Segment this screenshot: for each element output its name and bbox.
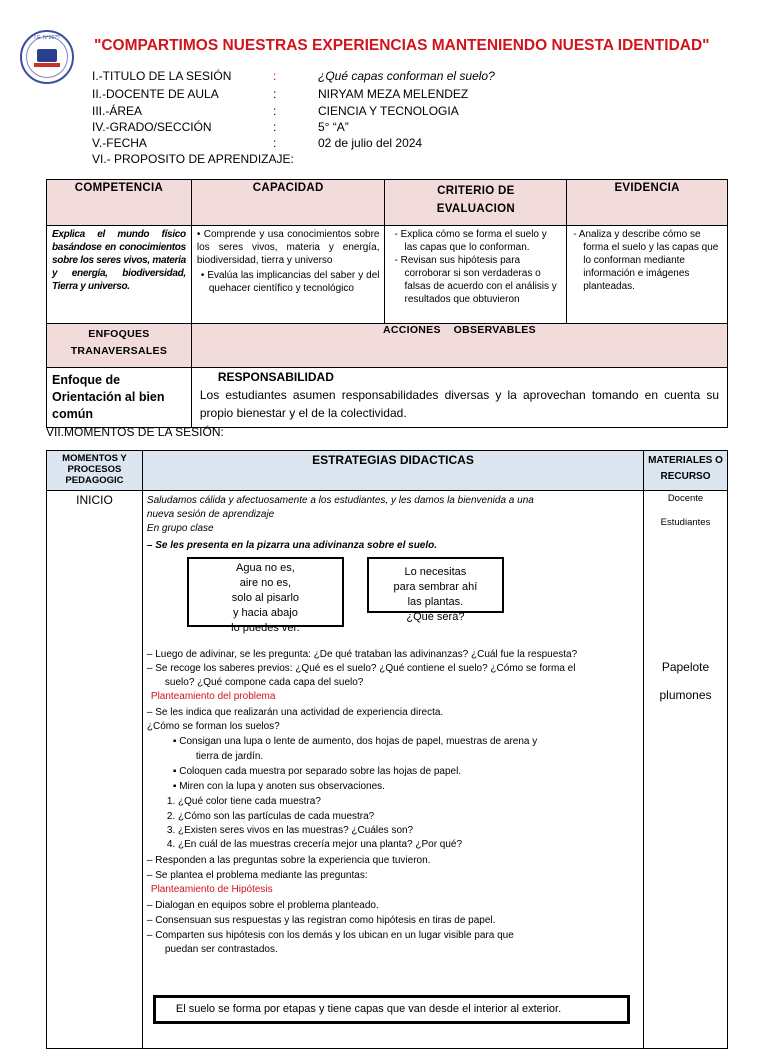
material-item: plumones <box>659 688 712 702</box>
strategy-line: – Dialogan en equipos sobre el problema planteado. <box>146 900 379 911</box>
strategy-line: suelo? ¿Qué compone cada capa del suelo? <box>164 677 364 688</box>
info-label-docente: II.-DOCENTE DE AULA <box>92 87 219 101</box>
moment-cell: INICIO <box>47 491 143 1049</box>
info-label-area: III.-ÁREA <box>92 104 143 118</box>
info-colon-grado: : <box>273 120 277 134</box>
riddle-line: lo puedes ver. <box>231 622 300 634</box>
material-item: Estudiantes <box>660 517 711 528</box>
enfoque-cell: Enfoque de Orientación al bien común <box>47 368 192 428</box>
header-estrategias: ESTRATEGIAS DIDACTICAS <box>142 451 643 491</box>
capacidad-item: • Comprende y usa conocimientos sobre los seres vivos, materia y energía, biodiversidad, tierra y universo <box>196 229 380 266</box>
page-title: "COMPARTIMOS NUESTRAS EXPERIENCIAS MANTENIENDO NUESTA IDENTIDAD" <box>94 37 710 54</box>
info-label-grado: IV.-GRADO/SECCIÓN <box>92 120 212 134</box>
evidencia-cell: - Analiza y describe cómo se forma el suelo y las capas que lo conforman mediante información e imágenes planteadas. <box>567 226 728 324</box>
section-heading: Planteamiento de Hipótesis <box>150 884 273 895</box>
strategy-line: 4. ¿En cuál de las muestras crecería mejor una planta? ¿Por qué? <box>166 839 463 850</box>
moments-title: VII.MOMENTOS DE LA SESIÓN: <box>46 425 224 439</box>
criterio-item: - Revisan sus hipótesis para corroborar si son verdaderas o falsas de acuerdo con el análisis y resultados que obtuvieron <box>394 255 557 305</box>
header-criterio-text: CRITERIO DE EVALUACION <box>436 185 515 215</box>
strategy-line: 3. ¿Existen seres vivos en las muestras? ¿Cuáles son? <box>166 825 414 836</box>
info-value-docente: NIRYAM MEZA MELENDEZ <box>318 87 469 101</box>
info-label-proposito: VI.- PROPOSITO DE APRENDIZAJE: <box>92 152 294 166</box>
strategy-line: – Luego de adivinar, se les pregunta: ¿De qué trataban las adivinanzas? ¿Cuál fue la respuesta? <box>146 649 578 660</box>
info-label-title: I.-TITULO DE LA SESIÓN <box>92 69 232 83</box>
strategy-line: En grupo clase <box>146 523 214 534</box>
materials-cell <box>644 491 728 1049</box>
header-evidencia: EVIDENCIA <box>567 180 728 226</box>
riddle-line: aire no es, <box>239 577 292 589</box>
strategy-line: nueva sesión de aprendizaje <box>146 509 275 520</box>
material-item: Docente <box>667 493 704 504</box>
riddle-box-2 <box>367 557 504 623</box>
strategy-line: – Se les indica que realizarán una actividad de experiencia directa. <box>146 707 444 718</box>
strategy-line: 2. ¿Cómo son las partículas de cada muestra? <box>166 811 375 822</box>
strategy-line: ▪ Consigan una lupa o lente de aumento, dos hojas de papel, muestras de arena y <box>172 736 538 747</box>
riddle-line: y hacia abajo <box>232 607 298 619</box>
header-enfoques-text: ENFOQUES TRANAVERSALES <box>70 328 168 357</box>
section-heading: Planteamiento del problema <box>150 691 276 702</box>
criterio-cell <box>385 226 567 324</box>
accion-title: RESPONSABILIDAD <box>217 370 334 384</box>
strategy-line: 1. ¿Qué color tiene cada muestra? <box>166 796 321 807</box>
strategy-line: ▪ Miren con la lupa y anoten sus observaciones. <box>172 781 385 792</box>
info-value-area: CIENCIA Y TECNOLOGIA <box>318 104 459 118</box>
strategy-line: ▪ Coloquen cada muestra por separado sobre las hojas de papel. <box>172 766 462 777</box>
strategy-line: – Se les presenta en la pizarra una adivinanza sobre el suelo. <box>146 540 438 551</box>
logo-banner <box>34 63 60 67</box>
capacidad-item: • Evalúa las implicancias del saber y del quehacer científico y tecnológico <box>200 270 380 294</box>
capacidad-cell <box>191 226 385 324</box>
strategy-line: – Responden a las preguntas sobre la experiencia que tuvieron. <box>146 855 431 866</box>
riddle-line: para sembrar ahí <box>393 581 478 593</box>
info-colon-docente: : <box>273 87 277 101</box>
header-materiales: MATERIALES O RECURSO <box>644 451 728 491</box>
info-colon-title: : <box>273 69 277 83</box>
competencia-cell: Explica el mundo físico basándose en conocimientos sobre los seres vivos, materia y energía, biodiversidad, Tierra y universo. <box>47 226 192 324</box>
strategy-line: Saludamos cálida y afectuosamente a los estudiantes, y les damos la bienvenida a una <box>146 495 534 506</box>
school-logo <box>20 30 74 84</box>
riddle-box-1 <box>187 557 344 634</box>
info-value-grado: 5° “A” <box>318 120 349 134</box>
header-capacidad: CAPACIDAD <box>191 180 385 226</box>
header-acciones: ACCIONES OBSERVABLES <box>191 324 727 368</box>
header-criterio <box>385 180 567 226</box>
hypothesis-box: El suelo se forma por etapas y tiene capas que van desde el interior al exterior. <box>153 995 630 1024</box>
header-competencia: COMPETENCIA <box>47 180 192 226</box>
info-colon-fecha: : <box>273 136 277 150</box>
riddle-line: las plantas. <box>407 596 464 608</box>
info-value-fecha: 02 de julio del 2024 <box>318 136 423 150</box>
info-colon-area: : <box>273 104 277 118</box>
moments-table <box>46 450 728 1049</box>
accion-text: Los estudiantes asumen responsabilidades diversas y la aprovechan tomando en cuenta su propio bienestar y el de la colectividad. <box>199 388 719 420</box>
strategy-line: ¿Cómo se forman los suelos? <box>146 721 280 732</box>
purpose-table <box>46 179 728 428</box>
riddle-line: solo al pisarlo <box>231 592 300 604</box>
material-item: Papelote <box>661 660 710 674</box>
acciones-cell <box>191 368 727 428</box>
header-momentos: MOMENTOS Y PROCESOS PEDAGOGIC <box>47 451 143 491</box>
info-value-title: ¿Qué capas conforman el suelo? <box>318 69 495 83</box>
logo-text: I.E. N°20?? <box>34 35 60 41</box>
info-label-fecha: V.-FECHA <box>92 136 147 150</box>
book-icon <box>37 49 57 62</box>
strategy-line: tierra de jardín. <box>195 751 264 762</box>
header-enfoques <box>47 324 192 368</box>
strategies-cell <box>142 491 643 1049</box>
riddle-line: ¿Qué será? <box>406 611 465 623</box>
riddle-line: Agua no es, <box>236 562 295 574</box>
strategy-line: – Consensuan sus respuestas y las registran como hipótesis en tiras de papel. <box>146 915 496 926</box>
strategy-line: puedan ser contrastados. <box>164 944 278 955</box>
criterio-item: - Explica cómo se forma el suelo y las capas que lo conforman. <box>394 229 547 253</box>
riddle-line: Lo necesitas <box>404 566 467 578</box>
strategy-line: – Se recoge los saberes previos: ¿Qué es el suelo? ¿Qué contiene el suelo? ¿Cómo se forma el <box>146 663 576 674</box>
strategy-line: – Se plantea el problema mediante las preguntas: <box>146 870 368 881</box>
strategy-line: – Comparten sus hipótesis con los demás y los ubican en un lugar visible para que <box>146 930 514 941</box>
